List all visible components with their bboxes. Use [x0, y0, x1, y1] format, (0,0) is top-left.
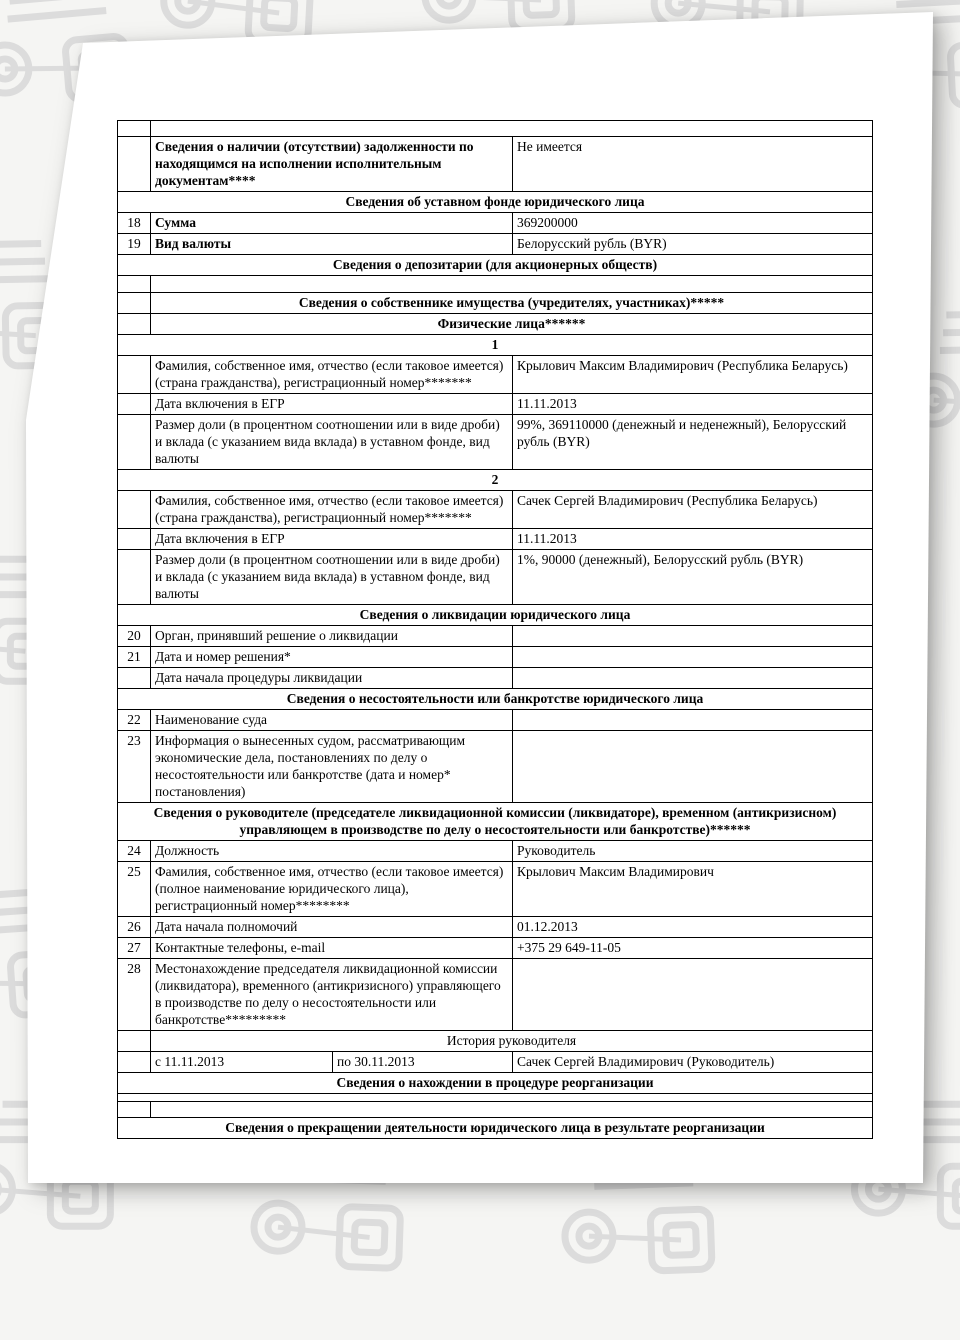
section-header-row: [118, 334, 872, 355]
row-number: [118, 529, 151, 549]
section-title: Сведения о нахождении в процедуре реорганизации: [336, 1075, 654, 1090]
row-number: [118, 356, 151, 393]
section-header-row: [118, 1117, 872, 1138]
table-row: [118, 275, 872, 292]
table-row: [118, 709, 872, 730]
table-row: [118, 1101, 872, 1117]
row-number: [118, 1102, 151, 1117]
row-value: Руководитель: [517, 843, 596, 858]
row-value: 11.11.2013: [517, 396, 577, 411]
row-value: [513, 647, 872, 667]
table-row: [118, 916, 872, 937]
row-value: Крылович Максим Владимирович (Республика Беларусь): [517, 358, 848, 373]
row-number: 20: [118, 626, 151, 646]
empty-cell: [151, 276, 872, 292]
table-row: [118, 646, 872, 667]
section-title: Сведения о ликвидации юридического лица: [359, 607, 631, 622]
row-number: [118, 276, 151, 292]
row-number: 21: [118, 647, 151, 667]
row-number: 18: [118, 213, 151, 233]
row-number: 23: [118, 731, 151, 802]
section-header-row: [118, 254, 872, 275]
section-title: История руководителя: [446, 1033, 577, 1048]
row-label: Наименование суда: [151, 710, 513, 730]
row-label: Дата и номер решения*: [151, 647, 513, 667]
row-number: 27: [118, 938, 151, 958]
row-label: Дата начала полномочий: [151, 917, 513, 937]
row-label: Контактные телефоны, e-mail: [151, 938, 513, 958]
row-label: Дата включения в ЕГР: [151, 529, 513, 549]
row-label: Вид валюты: [151, 234, 513, 254]
section-header-row: [118, 688, 872, 709]
row-label: Сумма: [151, 213, 513, 233]
section-title: 2: [491, 472, 499, 487]
table-row: [118, 121, 872, 136]
row-value: 1%, 90000 (денежный), Белорусский рубль (BYR): [517, 552, 804, 567]
row-value: Сачек Сергей Владимирович (Республика Беларусь): [517, 493, 818, 508]
row-value: 369200000: [517, 215, 578, 230]
row-number: 19: [118, 234, 151, 254]
row-value: 01.12.2013: [517, 919, 578, 934]
section-title: Сведения о прекращении деятельности юридического лица в результате реорганизации: [225, 1120, 765, 1135]
row-value: +375 29 649-11-05: [517, 940, 621, 955]
row-value: Не имеется: [517, 139, 583, 154]
empty-cell: [118, 1094, 872, 1101]
table-row: [118, 393, 872, 414]
empty-cell: [151, 121, 872, 136]
row-label: Орган, принявший решение о ликвидации: [151, 626, 513, 646]
table-row: [118, 1093, 872, 1101]
empty-cell: [151, 1102, 872, 1117]
row-value: [513, 731, 872, 802]
table-row: [118, 355, 872, 393]
row-number: [118, 491, 151, 528]
section-header-row: [118, 191, 872, 212]
row-label: Размер доли (в процентном соотношении или в виде дроби) и вклада (с указанием вида вклада) в уставном фонде, вид валюты: [151, 550, 513, 604]
section-title: Сведения о собственнике имущества (учредителях, участниках)*****: [298, 295, 725, 310]
row-label: Дата начала процедуры ликвидации: [151, 668, 513, 688]
table-row: [118, 528, 872, 549]
row-label: Дата включения в ЕГР: [151, 394, 513, 414]
row-value: 99%, 369110000 (денежный и неденежный), Белорусский рубль (BYR): [517, 417, 847, 449]
row-label: Фамилия, собственное имя, отчество (если таковое имеется) (страна гражданства), регистрационный номер*******: [151, 356, 513, 393]
row-number: [118, 1031, 151, 1051]
table-row: [118, 136, 872, 191]
table-row: [118, 625, 872, 646]
table-row: [118, 840, 872, 861]
registry-extract-table: [117, 120, 873, 1139]
section-header-row: [118, 1072, 872, 1093]
row-number: 25: [118, 862, 151, 916]
table-row: [118, 1051, 872, 1072]
row-number: [118, 293, 151, 313]
section-title: Сведения о депозитарии (для акционерных обществ): [332, 257, 658, 272]
row-number: [118, 394, 151, 414]
row-label: Фамилия, собственное имя, отчество (если таковое имеется) (страна гражданства), регистрационный номер*******: [151, 491, 513, 528]
row-number: [118, 314, 151, 334]
section-header-row: [118, 292, 872, 313]
table-row: [118, 212, 872, 233]
section-title: Сведения о несостоятельности или банкротстве юридического лица: [286, 691, 704, 706]
section-header-row: [118, 313, 872, 334]
row-number: [118, 550, 151, 604]
row-label: Должность: [151, 841, 513, 861]
table-row: [118, 667, 872, 688]
row-number: [118, 415, 151, 469]
section-header-row: [118, 802, 872, 840]
section-header-row: [118, 604, 872, 625]
history-from: с 11.11.2013: [151, 1052, 333, 1072]
row-number: 24: [118, 841, 151, 861]
row-number: [118, 121, 151, 136]
section-header-row: [118, 469, 872, 490]
row-number: [118, 1052, 151, 1072]
section-title: Сведения об уставном фонде юридического лица: [345, 194, 645, 209]
row-label: Размер доли (в процентном соотношении или в виде дроби) и вклада (с указанием вида вклада) в уставном фонде, вид валюты: [151, 415, 513, 469]
row-label: Информация о вынесенных судом, рассматривающим экономические дела, постановлениях по делу о несостоятельности или банкротстве (дата и номер* постановления): [151, 731, 513, 802]
row-number: [118, 668, 151, 688]
table-row: [118, 958, 872, 1030]
table-row: [118, 861, 872, 916]
row-number: [118, 137, 151, 191]
row-value: Белорусский рубль (BYR): [517, 236, 667, 251]
table-row: [118, 233, 872, 254]
row-label: Сведения о наличии (отсутствии) задолженности по находящимся на исполнении исполнительным документам****: [151, 137, 513, 191]
row-value: Крылович Максим Владимирович: [517, 864, 714, 879]
section-title: Сведения о руководителе (председателе ликвидационной комиссии (ликвидаторе), временном (антикризисном) управляющем в производстве по делу о несостоятельности или банкротстве)******: [153, 805, 837, 837]
section-title: 1: [491, 337, 499, 352]
table-row: [118, 937, 872, 958]
history-to: по 30.11.2013: [333, 1052, 513, 1072]
row-label: Фамилия, собственное имя, отчество (если таковое имеется) (полное наименование юридического лица), регистрационный номер********: [151, 862, 513, 916]
row-value: 11.11.2013: [517, 531, 577, 546]
row-value: [513, 710, 872, 730]
section-header-row: [118, 1030, 872, 1051]
row-value: [513, 959, 872, 1030]
row-number: 22: [118, 710, 151, 730]
row-number: 28: [118, 959, 151, 1030]
row-label: Местонахождение председателя ликвидационной комиссии (ликвидатора), временного (антикризисного) управляющего в производстве по делу о несостоятельности или банкротстве*********: [151, 959, 513, 1030]
row-value: Сачек Сергей Владимирович (Руководитель): [517, 1054, 775, 1069]
row-value: [513, 668, 872, 688]
row-value: [513, 626, 872, 646]
section-title: Физические лица******: [437, 316, 586, 331]
table-row: [118, 414, 872, 469]
table-row: [118, 549, 872, 604]
row-number: 26: [118, 917, 151, 937]
table-row: [118, 730, 872, 802]
table-row: [118, 490, 872, 528]
